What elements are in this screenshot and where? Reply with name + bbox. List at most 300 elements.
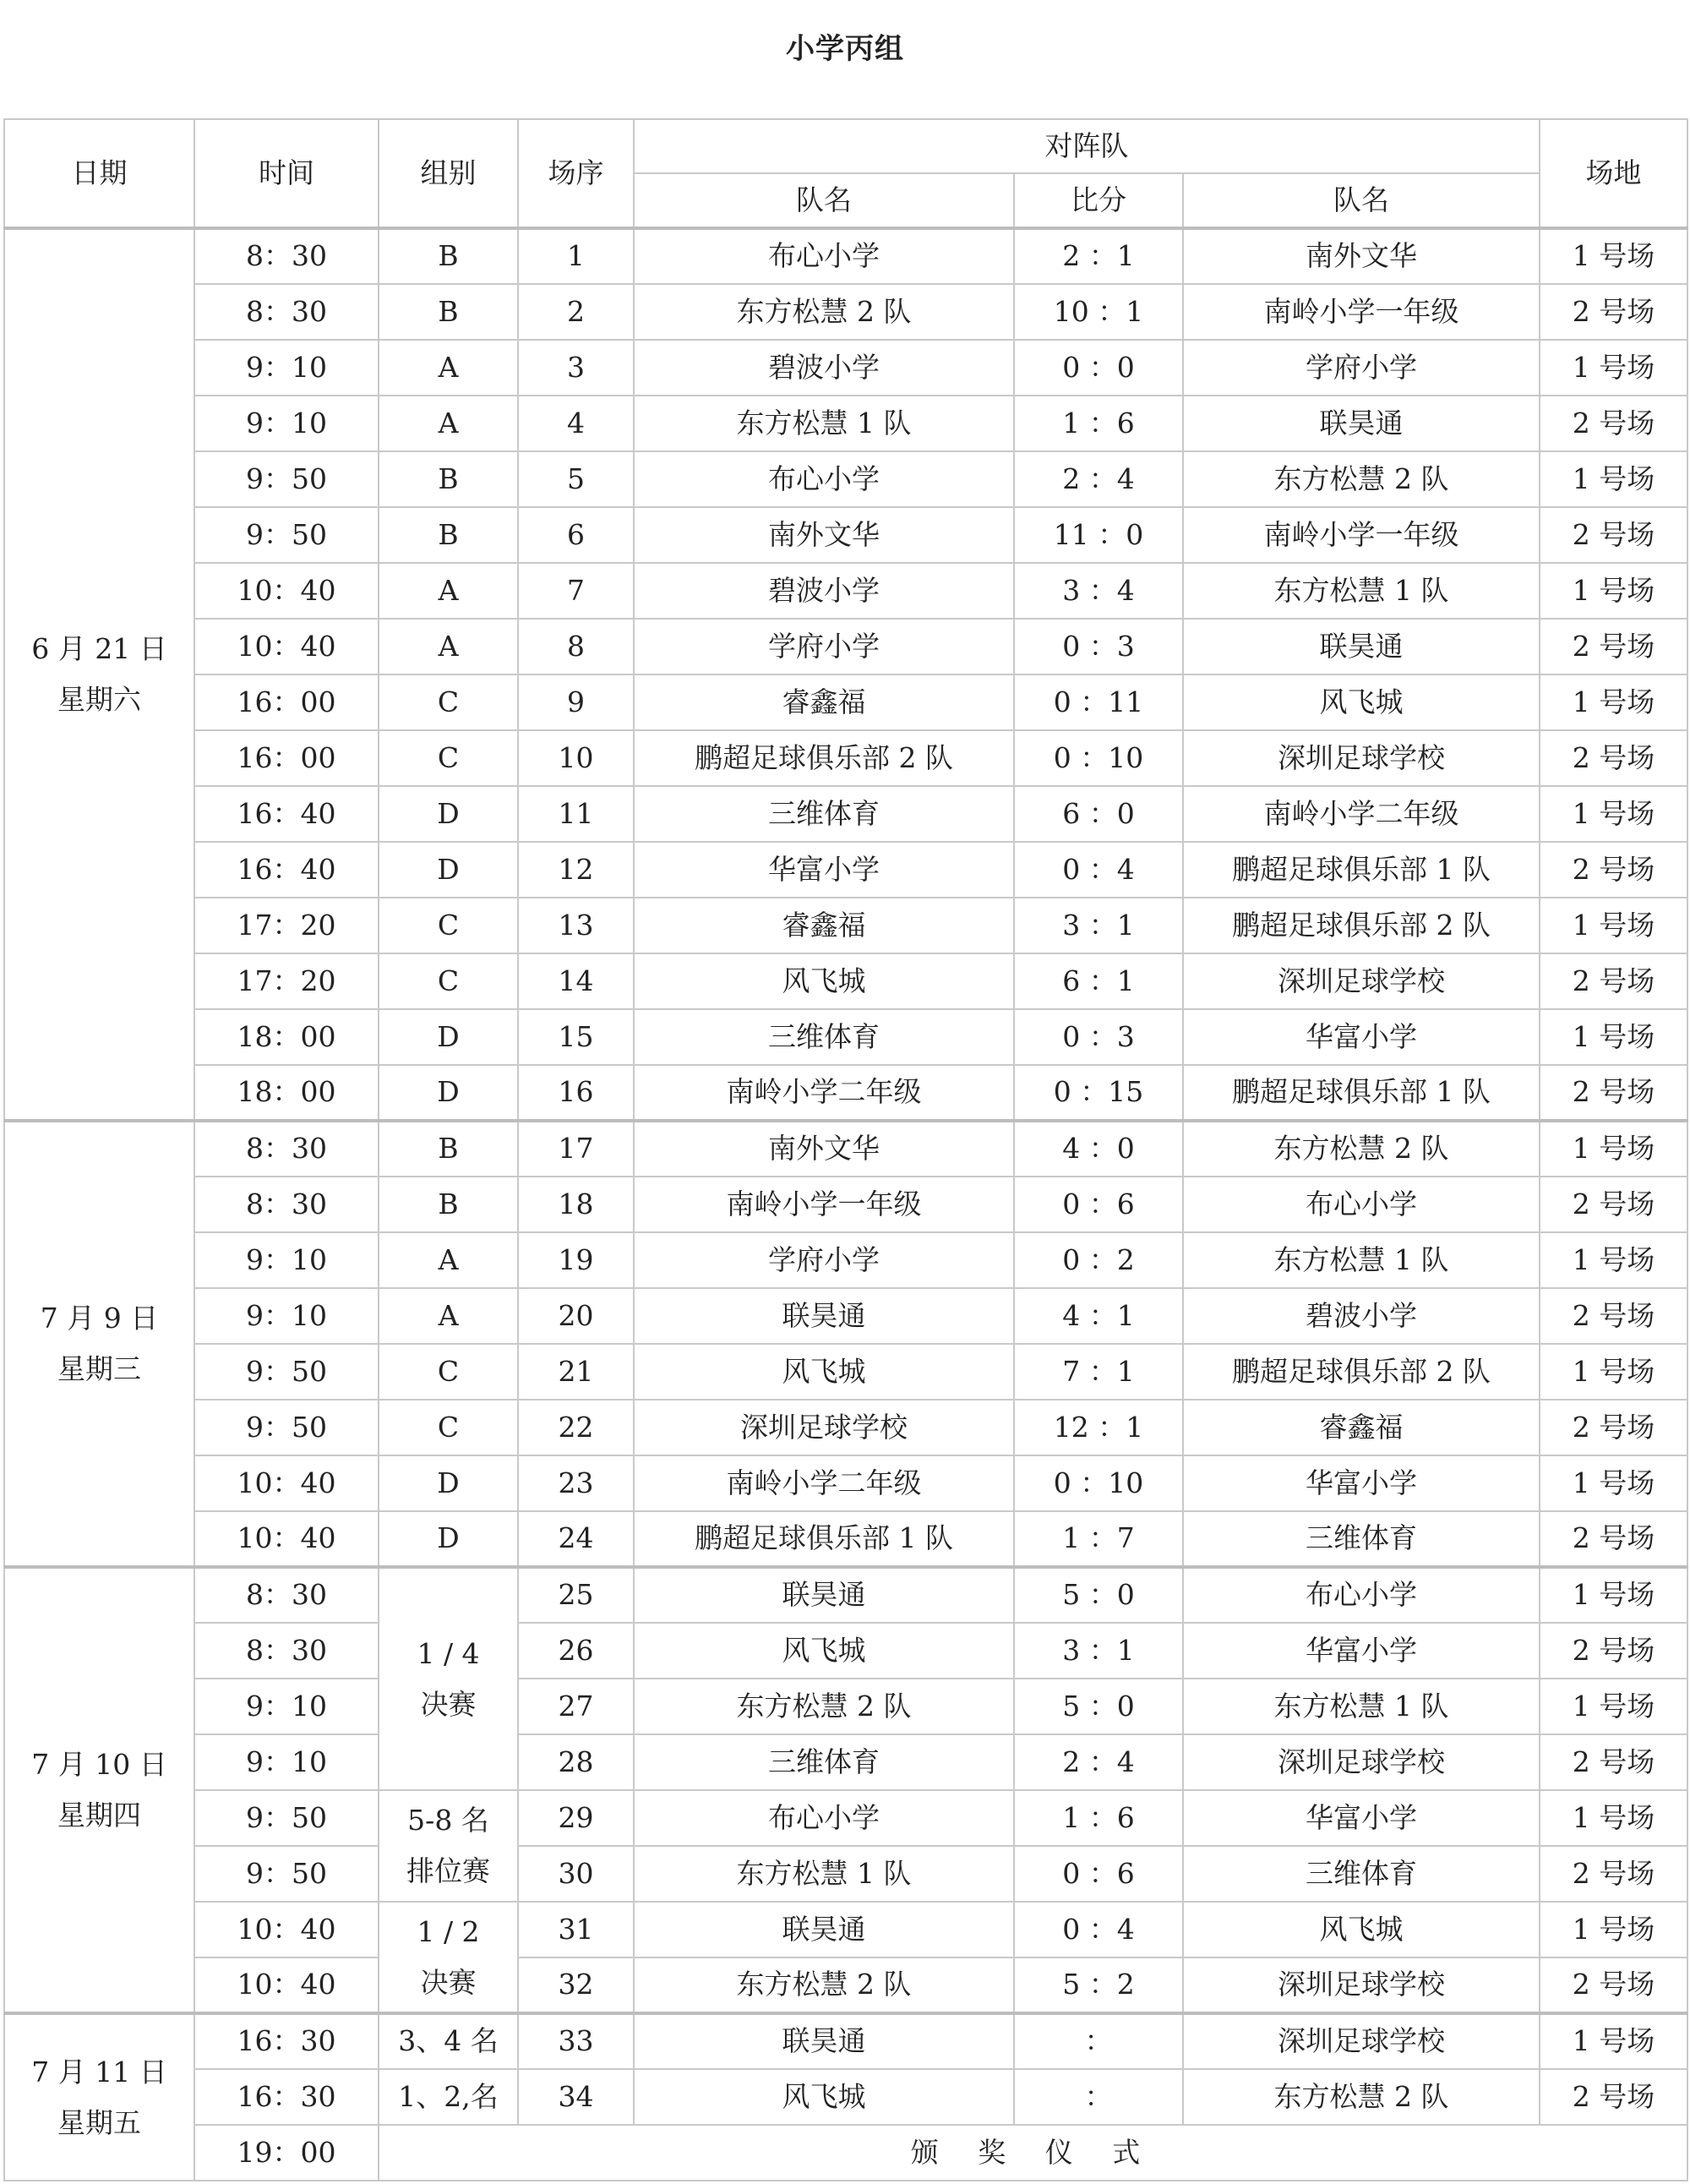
score-cell: 2 ：1 <box>1014 228 1183 284</box>
time-cell: 9：50 <box>194 507 379 563</box>
team1-cell: 布心小学 <box>634 228 1014 284</box>
time-cell: 16：40 <box>194 842 379 898</box>
page-title: 小学丙组 <box>786 32 904 66</box>
venue-cell: 1 号场 <box>1540 1455 1687 1511</box>
team2-cell: 学府小学 <box>1183 340 1540 396</box>
score-cell: 2 ：4 <box>1014 1734 1183 1790</box>
table-row <box>4 396 1687 451</box>
score-cell: 0 ：0 <box>1014 340 1183 396</box>
time-cell: 8：30 <box>194 1623 379 1679</box>
table-row <box>4 1400 1687 1455</box>
date-cell <box>4 228 194 1121</box>
score-cell: 0 ：3 <box>1014 1009 1183 1065</box>
score-cell: ： <box>1014 2069 1183 2125</box>
venue-cell: 2 号场 <box>1540 1288 1687 1344</box>
table-row <box>4 2013 1687 2069</box>
time-cell: 9：50 <box>194 1344 379 1400</box>
group-cell: A <box>379 563 518 619</box>
header-row <box>4 119 1687 173</box>
venue-cell: 2 号场 <box>1540 619 1687 674</box>
score-cell: 4 ：0 <box>1014 1121 1183 1177</box>
score-cell: 3 ：1 <box>1014 1623 1183 1679</box>
group-cell: B <box>379 284 518 340</box>
date-cell <box>4 1567 194 2013</box>
table-row <box>4 1177 1687 1232</box>
time-cell: 9：10 <box>194 1232 379 1288</box>
time-cell: 10：40 <box>194 1455 379 1511</box>
table-row <box>4 2069 1687 2125</box>
team1-cell: 南外文华 <box>634 507 1014 563</box>
score-cell: 0 ：10 <box>1014 730 1183 786</box>
group-cell: C <box>379 898 518 953</box>
group-cell: D <box>379 786 518 842</box>
team2-cell: 东方松慧 2 队 <box>1183 451 1540 507</box>
team2-cell: 华富小学 <box>1183 1623 1540 1679</box>
date-cell-line2: 星期三 <box>57 1352 141 1385</box>
table-row <box>4 898 1687 953</box>
time-cell: 9：50 <box>194 451 379 507</box>
team1-cell: 联昊通 <box>634 1902 1014 1957</box>
team2-cell: 鹏超足球俱乐部 1 队 <box>1183 842 1540 898</box>
team1-cell: 南岭小学二年级 <box>634 1455 1014 1511</box>
venue-cell: 2 号场 <box>1540 1511 1687 1567</box>
time-cell: 8：30 <box>194 1567 379 1623</box>
group-cell: C <box>379 674 518 730</box>
stage-cell <box>379 1567 518 1790</box>
team2-cell: 深圳足球学校 <box>1183 1957 1540 2013</box>
order-cell: 11 <box>518 786 634 842</box>
score-cell: 7 ：1 <box>1014 1344 1183 1400</box>
group-cell: C <box>379 730 518 786</box>
table-row <box>4 340 1687 396</box>
time-cell: 10：40 <box>194 619 379 674</box>
time-cell: 16：00 <box>194 674 379 730</box>
venue-cell: 1 号场 <box>1540 563 1687 619</box>
team2-cell: 三维体育 <box>1183 1846 1540 1902</box>
score-cell: 6 ：0 <box>1014 786 1183 842</box>
order-cell: 8 <box>518 619 634 674</box>
header-time: 时间 <box>194 119 379 228</box>
order-cell: 5 <box>518 451 634 507</box>
team1-cell: 风飞城 <box>634 2069 1014 2125</box>
table-row <box>4 1511 1687 1567</box>
score-cell: 1 ：7 <box>1014 1511 1183 1567</box>
order-cell: 9 <box>518 674 634 730</box>
order-cell: 4 <box>518 396 634 451</box>
team1-cell: 学府小学 <box>634 619 1014 674</box>
order-cell: 25 <box>518 1567 634 1623</box>
team1-cell: 南外文华 <box>634 1121 1014 1177</box>
team1-cell: 东方松慧 1 队 <box>634 396 1014 451</box>
team2-cell: 深圳足球学校 <box>1183 1734 1540 1790</box>
header-team1: 队名 <box>634 173 1014 228</box>
stage-cell-line1: 1 / 4 <box>417 1636 480 1670</box>
order-cell: 23 <box>518 1455 634 1511</box>
team1-cell: 布心小学 <box>634 1790 1014 1846</box>
score-cell: 3 ：4 <box>1014 563 1183 619</box>
time-cell: 9：10 <box>194 1679 379 1734</box>
order-cell: 3 <box>518 340 634 396</box>
team1-cell: 碧波小学 <box>634 340 1014 396</box>
table-row <box>4 1232 1687 1288</box>
time-cell: 10：40 <box>194 1511 379 1567</box>
score-cell: 0 ：6 <box>1014 1177 1183 1232</box>
time-cell: 9：10 <box>194 1734 379 1790</box>
table-row <box>4 507 1687 563</box>
stage-cell-line2: 决赛 <box>420 1687 477 1721</box>
order-cell: 1 <box>518 228 634 284</box>
venue-cell: 1 号场 <box>1540 1790 1687 1846</box>
team1-cell: 南岭小学一年级 <box>634 1177 1014 1232</box>
venue-cell: 2 号场 <box>1540 284 1687 340</box>
table-row <box>4 1009 1687 1065</box>
team2-cell: 睿鑫福 <box>1183 1400 1540 1455</box>
team1-cell: 东方松慧 2 队 <box>634 284 1014 340</box>
venue-cell: 2 号场 <box>1540 730 1687 786</box>
score-cell: 2 ：4 <box>1014 451 1183 507</box>
venue-cell: 1 号场 <box>1540 1679 1687 1734</box>
header-venue: 场地 <box>1540 119 1687 228</box>
table-row <box>4 842 1687 898</box>
order-cell: 19 <box>518 1232 634 1288</box>
group-cell: 1、2,名 <box>379 2069 518 2125</box>
score-cell: 0 ：2 <box>1014 1232 1183 1288</box>
time-cell: 9：10 <box>194 340 379 396</box>
order-cell: 6 <box>518 507 634 563</box>
order-cell: 24 <box>518 1511 634 1567</box>
order-cell: 28 <box>518 1734 634 1790</box>
team2-cell: 南岭小学一年级 <box>1183 284 1540 340</box>
table-row <box>4 1679 1687 1734</box>
ceremony-row <box>4 2125 1687 2181</box>
time-cell: 8：30 <box>194 1121 379 1177</box>
team2-cell: 联昊通 <box>1183 619 1540 674</box>
team2-cell: 鹏超足球俱乐部 2 队 <box>1183 898 1540 953</box>
header-date: 日期 <box>4 119 194 228</box>
time-cell: 10：40 <box>194 1957 379 2013</box>
score-cell: 1 ：6 <box>1014 396 1183 451</box>
venue-cell: 2 号场 <box>1540 1734 1687 1790</box>
order-cell: 22 <box>518 1400 634 1455</box>
group-cell: C <box>379 1344 518 1400</box>
team2-cell: 深圳足球学校 <box>1183 953 1540 1009</box>
group-cell: A <box>379 619 518 674</box>
team1-cell: 风飞城 <box>634 953 1014 1009</box>
header-score: 比分 <box>1014 173 1183 228</box>
team2-cell: 联昊通 <box>1183 396 1540 451</box>
table-row <box>4 1065 1687 1121</box>
order-cell: 17 <box>518 1121 634 1177</box>
ceremony-cell: 颁 奖 仪 式 <box>379 2125 1687 2181</box>
team1-cell: 风飞城 <box>634 1623 1014 1679</box>
group-cell: B <box>379 507 518 563</box>
time-cell: 16：30 <box>194 2069 379 2125</box>
venue-cell: 2 号场 <box>1540 1623 1687 1679</box>
table-row <box>4 1623 1687 1679</box>
table-row <box>4 619 1687 674</box>
team2-cell: 南岭小学一年级 <box>1183 507 1540 563</box>
team1-cell: 华富小学 <box>634 842 1014 898</box>
time-cell: 9：10 <box>194 396 379 451</box>
venue-cell: 2 号场 <box>1540 396 1687 451</box>
score-cell: 6 ：1 <box>1014 953 1183 1009</box>
team1-cell: 联昊通 <box>634 2013 1014 2069</box>
time-cell: 17：20 <box>194 953 379 1009</box>
team1-cell: 东方松慧 1 队 <box>634 1846 1014 1902</box>
date-cell <box>4 1121 194 1567</box>
venue-cell: 2 号场 <box>1540 1065 1687 1121</box>
table-row <box>4 674 1687 730</box>
time-cell: 8：30 <box>194 1177 379 1232</box>
team1-cell: 碧波小学 <box>634 563 1014 619</box>
score-cell: 0 ：4 <box>1014 1902 1183 1957</box>
score-cell: 11 ：0 <box>1014 507 1183 563</box>
order-cell: 12 <box>518 842 634 898</box>
table-row <box>4 451 1687 507</box>
order-cell: 20 <box>518 1288 634 1344</box>
venue-cell: 2 号场 <box>1540 1400 1687 1455</box>
venue-cell: 1 号场 <box>1540 1567 1687 1623</box>
table-row <box>4 1455 1687 1511</box>
group-cell: B <box>379 1121 518 1177</box>
group-cell: B <box>379 1177 518 1232</box>
team1-cell: 布心小学 <box>634 451 1014 507</box>
venue-cell: 1 号场 <box>1540 674 1687 730</box>
team1-cell: 鹏超足球俱乐部 2 队 <box>634 730 1014 786</box>
group-cell: D <box>379 842 518 898</box>
table-row <box>4 284 1687 340</box>
time-cell: 9：50 <box>194 1400 379 1455</box>
time-cell: 18：00 <box>194 1065 379 1121</box>
venue-cell: 1 号场 <box>1540 1121 1687 1177</box>
order-cell: 30 <box>518 1846 634 1902</box>
venue-cell: 2 号场 <box>1540 1957 1687 2013</box>
venue-cell: 1 号场 <box>1540 451 1687 507</box>
group-cell: C <box>379 1400 518 1455</box>
table-row <box>4 730 1687 786</box>
team2-cell: 深圳足球学校 <box>1183 2013 1540 2069</box>
order-cell: 32 <box>518 1957 634 2013</box>
venue-cell: 1 号场 <box>1540 2013 1687 2069</box>
date-cell-line1: 7 月 11 日 <box>31 2055 167 2088</box>
score-cell: 0 ：10 <box>1014 1455 1183 1511</box>
team1-cell: 三维体育 <box>634 786 1014 842</box>
group-cell: A <box>379 340 518 396</box>
score-cell: 12 ：1 <box>1014 1400 1183 1455</box>
stage-cell-line2: 决赛 <box>420 1965 477 1999</box>
time-cell: 10：40 <box>194 1902 379 1957</box>
date-cell-line2: 星期四 <box>57 1799 141 1832</box>
table-row <box>4 1846 1687 1902</box>
venue-cell: 1 号场 <box>1540 1009 1687 1065</box>
venue-cell: 1 号场 <box>1540 1344 1687 1400</box>
venue-cell: 1 号场 <box>1540 898 1687 953</box>
team1-cell: 三维体育 <box>634 1734 1014 1790</box>
order-cell: 10 <box>518 730 634 786</box>
group-cell: D <box>379 1009 518 1065</box>
date-cell <box>4 2013 194 2181</box>
date-cell-line1: 7 月 9 日 <box>40 1302 159 1335</box>
score-cell: 1 ：6 <box>1014 1790 1183 1846</box>
header-group: 组别 <box>379 119 518 228</box>
team1-cell: 联昊通 <box>634 1567 1014 1623</box>
group-cell: D <box>379 1455 518 1511</box>
venue-cell: 2 号场 <box>1540 507 1687 563</box>
team2-cell: 布心小学 <box>1183 1177 1540 1232</box>
team2-cell: 东方松慧 2 队 <box>1183 2069 1540 2125</box>
header-order: 场序 <box>518 119 634 228</box>
team2-cell: 华富小学 <box>1183 1455 1540 1511</box>
order-cell: 33 <box>518 2013 634 2069</box>
time-cell: 17：20 <box>194 898 379 953</box>
venue-cell: 2 号场 <box>1540 953 1687 1009</box>
group-cell: D <box>379 1065 518 1121</box>
team2-cell: 布心小学 <box>1183 1567 1540 1623</box>
order-cell: 7 <box>518 563 634 619</box>
table-row <box>4 1344 1687 1400</box>
time-cell: 8：30 <box>194 228 379 284</box>
table-row <box>4 563 1687 619</box>
score-cell: 4 ：1 <box>1014 1288 1183 1344</box>
team2-cell: 东方松慧 1 队 <box>1183 563 1540 619</box>
table-row <box>4 1288 1687 1344</box>
stage-cell-line1: 1 / 2 <box>417 1914 480 1948</box>
group-cell: A <box>379 396 518 451</box>
score-cell: 5 ：0 <box>1014 1679 1183 1734</box>
table-row <box>4 953 1687 1009</box>
date-cell-line1: 6 月 21 日 <box>31 632 167 665</box>
order-cell: 15 <box>518 1009 634 1065</box>
group-cell: A <box>379 1232 518 1288</box>
team2-cell: 东方松慧 2 队 <box>1183 1121 1540 1177</box>
team1-cell: 南岭小学二年级 <box>634 1065 1014 1121</box>
time-cell: 16：40 <box>194 786 379 842</box>
team2-cell: 华富小学 <box>1183 1790 1540 1846</box>
order-cell: 26 <box>518 1623 634 1679</box>
team1-cell: 东方松慧 2 队 <box>634 1679 1014 1734</box>
order-cell: 34 <box>518 2069 634 2125</box>
order-cell: 16 <box>518 1065 634 1121</box>
date-cell-line1: 7 月 10 日 <box>31 1748 167 1781</box>
score-cell: 0 ：15 <box>1014 1065 1183 1121</box>
order-cell: 31 <box>518 1902 634 1957</box>
score-cell: 5 ：2 <box>1014 1957 1183 2013</box>
team2-cell: 南外文华 <box>1183 228 1540 284</box>
venue-cell: 1 号场 <box>1540 228 1687 284</box>
team2-cell: 深圳足球学校 <box>1183 730 1540 786</box>
order-cell: 27 <box>518 1679 634 1734</box>
order-cell: 21 <box>518 1344 634 1400</box>
time-cell: 10：40 <box>194 563 379 619</box>
table-row <box>4 786 1687 842</box>
team1-cell: 鹏超足球俱乐部 1 队 <box>634 1511 1014 1567</box>
date-cell-line2: 星期五 <box>57 2105 141 2139</box>
header-team2: 队名 <box>1183 173 1540 228</box>
order-cell: 29 <box>518 1790 634 1846</box>
header-matchup: 对阵队 <box>634 119 1540 173</box>
time-cell: 8：30 <box>194 284 379 340</box>
stage-cell <box>379 1790 518 1902</box>
team1-cell: 东方松慧 2 队 <box>634 1957 1014 2013</box>
match-schedule-table <box>3 118 1688 2181</box>
time-cell: 9：50 <box>194 1846 379 1902</box>
score-cell: 0 ：11 <box>1014 674 1183 730</box>
score-cell: 0 ：6 <box>1014 1846 1183 1902</box>
team2-cell: 南岭小学二年级 <box>1183 786 1540 842</box>
score-cell: 10 ：1 <box>1014 284 1183 340</box>
score-cell: 5 ：0 <box>1014 1567 1183 1623</box>
team1-cell: 睿鑫福 <box>634 674 1014 730</box>
team2-cell: 风飞城 <box>1183 1902 1540 1957</box>
order-cell: 13 <box>518 898 634 953</box>
order-cell: 2 <box>518 284 634 340</box>
order-cell: 14 <box>518 953 634 1009</box>
time-cell: 16：00 <box>194 730 379 786</box>
table-row <box>4 1567 1687 1623</box>
score-cell: ： <box>1014 2013 1183 2069</box>
venue-cell: 2 号场 <box>1540 1177 1687 1232</box>
order-cell: 18 <box>518 1177 634 1232</box>
table-row <box>4 1734 1687 1790</box>
group-cell: A <box>379 1288 518 1344</box>
team1-cell: 睿鑫福 <box>634 898 1014 953</box>
score-cell: 0 ：4 <box>1014 842 1183 898</box>
venue-cell: 2 号场 <box>1540 2069 1687 2125</box>
time-cell: 9：50 <box>194 1790 379 1846</box>
table-row <box>4 1902 1687 1957</box>
group-cell: 3、4 名 <box>379 2013 518 2069</box>
venue-cell: 2 号场 <box>1540 842 1687 898</box>
team2-cell: 东方松慧 1 队 <box>1183 1232 1540 1288</box>
table-row <box>4 1957 1687 2013</box>
group-cell: B <box>379 228 518 284</box>
team2-cell: 华富小学 <box>1183 1009 1540 1065</box>
venue-cell: 1 号场 <box>1540 340 1687 396</box>
score-cell: 3 ：1 <box>1014 898 1183 953</box>
table-row <box>4 1121 1687 1177</box>
team2-cell: 风飞城 <box>1183 674 1540 730</box>
team2-cell: 东方松慧 1 队 <box>1183 1679 1540 1734</box>
stage-cell-line1: 5-8 名 <box>407 1804 489 1837</box>
venue-cell: 2 号场 <box>1540 1846 1687 1902</box>
team2-cell: 鹏超足球俱乐部 2 队 <box>1183 1344 1540 1400</box>
table-row <box>4 228 1687 284</box>
venue-cell: 1 号场 <box>1540 1902 1687 1957</box>
date-cell-line2: 星期六 <box>57 683 141 716</box>
group-cell: D <box>379 1511 518 1567</box>
team1-cell: 三维体育 <box>634 1009 1014 1065</box>
group-cell: B <box>379 451 518 507</box>
team1-cell: 学府小学 <box>634 1232 1014 1288</box>
group-cell: C <box>379 953 518 1009</box>
team2-cell: 碧波小学 <box>1183 1288 1540 1344</box>
time-cell: 18：00 <box>194 1009 379 1065</box>
team2-cell: 三维体育 <box>1183 1511 1540 1567</box>
score-cell: 0 ：3 <box>1014 619 1183 674</box>
time-cell: 16：30 <box>194 2013 379 2069</box>
table-row <box>4 1790 1687 1846</box>
team1-cell: 深圳足球学校 <box>634 1400 1014 1455</box>
time-cell: 19：00 <box>194 2125 379 2181</box>
team1-cell: 风飞城 <box>634 1344 1014 1400</box>
venue-cell: 1 号场 <box>1540 1232 1687 1288</box>
venue-cell: 1 号场 <box>1540 786 1687 842</box>
team1-cell: 联昊通 <box>634 1288 1014 1344</box>
stage-cell-line2: 排位赛 <box>406 1854 490 1887</box>
stage-cell <box>379 1902 518 2013</box>
time-cell: 9：10 <box>194 1288 379 1344</box>
team2-cell: 鹏超足球俱乐部 1 队 <box>1183 1065 1540 1121</box>
